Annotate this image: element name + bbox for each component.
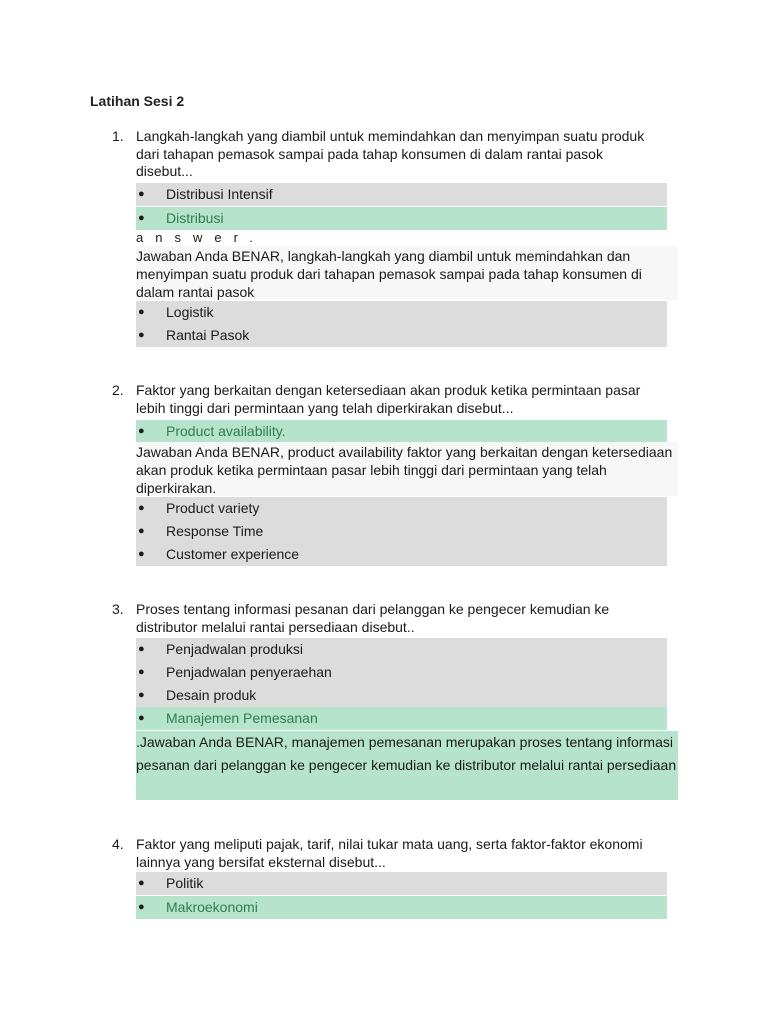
- option-label: Logistik: [166, 304, 214, 320]
- option-label: Product variety: [166, 500, 260, 516]
- option-label: Customer experience: [166, 546, 300, 562]
- question-number: 3.: [112, 601, 124, 617]
- option-distribusi-intensif[interactable]: [136, 183, 667, 206]
- bullet-icon: ●: [138, 525, 145, 537]
- question-number: 4.: [112, 836, 124, 852]
- bullet-icon: ●: [138, 901, 145, 913]
- option-correct-distribusi[interactable]: [136, 207, 667, 230]
- bullet-icon: ●: [138, 877, 145, 889]
- explanation: Jawaban Anda BENAR, langkah-langkah yang diambil untuk memindahkan dan menyimpan suatu produk dari tahapan pemasok sampai pada tahap konsumen di dalam rantai pasok: [136, 246, 678, 300]
- option-label: Product availability.: [166, 423, 286, 439]
- page-title: Latihan Sesi 2: [90, 93, 185, 109]
- option-penjadwalan-produksi[interactable]: [136, 638, 667, 661]
- bullet-icon: ●: [138, 425, 145, 437]
- bullet-icon: ●: [138, 306, 145, 318]
- bullet-icon: ●: [138, 689, 145, 701]
- option-label: Politik: [166, 875, 204, 891]
- question-text: Proses tentang informasi pesanan dari pelanggan ke pengecer kemudian ke distributor melalui rantai persediaan disebut..: [136, 601, 610, 635]
- option-product-variety[interactable]: [136, 497, 667, 520]
- bullet-icon: ●: [138, 188, 145, 200]
- question-number: 1.: [112, 128, 124, 144]
- answer-word: answer.: [136, 230, 265, 245]
- option-correct-manajemen-pemesanan[interactable]: [136, 707, 667, 730]
- bullet-icon: ●: [138, 548, 145, 560]
- option-politik[interactable]: [136, 872, 667, 895]
- explanation: .Jawaban Anda BENAR, manajemen pemesanan merupakan proses tentang informasi pesanan dari pelanggan ke pengecer kemudian ke distributor melalui rantai persediaan: [136, 731, 678, 800]
- bullet-icon: ●: [138, 212, 145, 224]
- bullet-icon: ●: [138, 712, 145, 724]
- bullet-icon: ●: [138, 643, 145, 655]
- option-label: Distribusi: [166, 210, 224, 226]
- question-text: Langkah-langkah yang diambil untuk memindahkan dan menyimpan suatu produk dari tahapan pemasok sampai pada tahap konsumen di dalam rantai pasok disebut...: [136, 128, 645, 179]
- option-correct-product-availability[interactable]: [136, 420, 667, 443]
- option-label: Distribusi Intensif: [166, 186, 273, 202]
- bullet-icon: ●: [138, 666, 145, 678]
- bullet-icon: ●: [138, 329, 145, 341]
- question-text: Faktor yang berkaitan dengan ketersediaan akan produk ketika permintaan pasar lebih tinggi dari permintaan yang telah diperkirakan disebut...: [136, 382, 641, 416]
- option-label: Penjadwalan penyeraehan: [166, 664, 332, 680]
- question-number: 2.: [112, 382, 124, 398]
- option-customer-experience[interactable]: [136, 543, 667, 566]
- bullet-icon: ●: [138, 502, 145, 514]
- option-label: Rantai Pasok: [166, 327, 250, 343]
- option-rantai-pasok[interactable]: [136, 324, 667, 347]
- option-label: Makroekonomi: [166, 899, 258, 915]
- option-correct-makroekonomi[interactable]: [136, 896, 667, 919]
- question-text: Faktor yang meliputi pajak, tarif, nilai tukar mata uang, serta faktor-faktor ekonomi lainnya yang bersifat eksternal disebut...: [136, 836, 643, 870]
- option-label: Desain produk: [166, 687, 257, 703]
- option-response-time[interactable]: [136, 520, 667, 543]
- explanation: Jawaban Anda BENAR, product availability faktor yang berkaitan dengan ketersediaan akan produk ketika permintaan pasar lebih tinggi dari permintaan yang telah diperkirakan.: [136, 442, 678, 496]
- option-logistik[interactable]: [136, 301, 667, 324]
- option-label: Manajemen Pemesanan: [166, 710, 318, 726]
- option-desain-produk[interactable]: [136, 684, 667, 707]
- option-label: Response Time: [166, 523, 264, 539]
- option-label: Penjadwalan produksi: [166, 641, 303, 657]
- option-penjadwalan-penyeraehan[interactable]: [136, 661, 667, 684]
